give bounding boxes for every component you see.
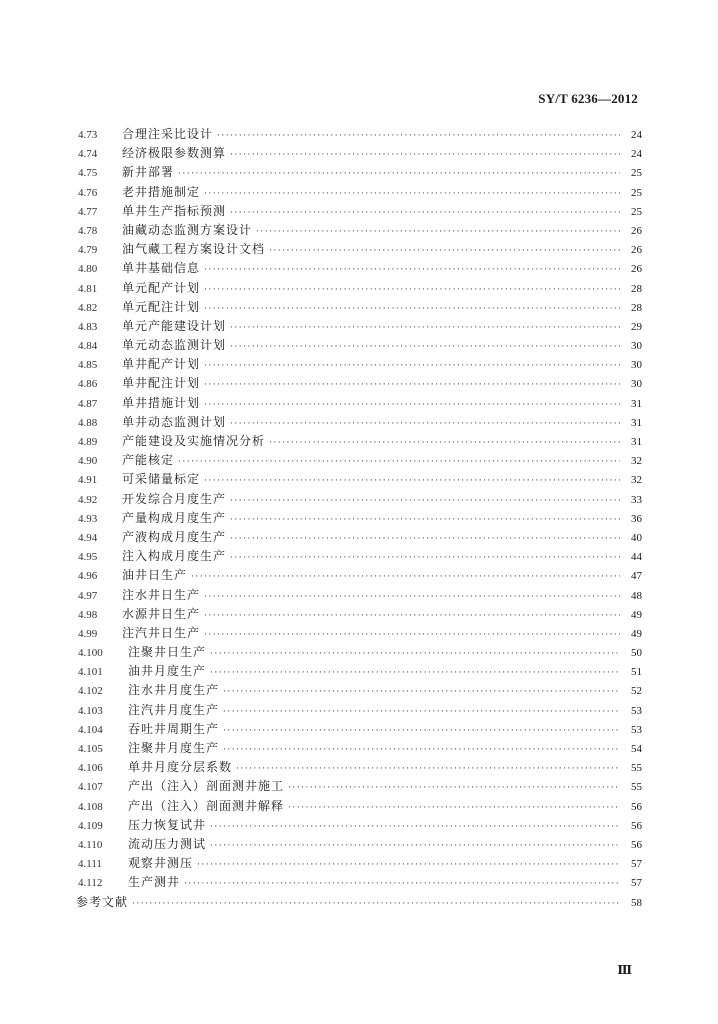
toc-entry-title: 单井配产计划 — [122, 357, 201, 372]
toc-entry-number: 4.77 — [78, 205, 98, 218]
dot-leader — [230, 530, 620, 549]
toc-entry-page: 49 — [631, 627, 642, 640]
toc-entry-number: 4.96 — [78, 570, 98, 583]
toc-entry-title: 压力恢复试井 — [128, 817, 207, 832]
toc-entry[interactable] — [78, 355, 642, 374]
toc-entry[interactable] — [78, 605, 642, 624]
toc-entry-page: 55 — [631, 762, 642, 775]
dot-leader — [269, 434, 620, 453]
toc-entry-title: 单井配注计划 — [122, 376, 201, 391]
toc-entry-title: 新井部署 — [122, 165, 175, 180]
dot-leader — [223, 741, 620, 760]
dot-leader — [178, 453, 620, 472]
toc-entry-title: 注水井月度生产 — [128, 683, 220, 698]
toc-entry-number: 4.103 — [78, 704, 103, 717]
toc-entry-title: 观察井测压 — [128, 856, 194, 871]
toc-entry-title: 产能建设及实施情况分析 — [122, 434, 266, 448]
toc-entry[interactable] — [78, 374, 642, 393]
toc-entry-title: 单井措施计划 — [122, 395, 201, 410]
toc-entry-page: 56 — [631, 800, 642, 813]
dot-leader — [178, 165, 620, 184]
toc-entry-page: 49 — [631, 608, 642, 621]
toc-entry-number: 4.97 — [78, 589, 98, 602]
toc-entry-title: 流动压力测试 — [128, 836, 207, 851]
toc-entry-number: 4.106 — [78, 762, 103, 775]
toc-entry-page: 51 — [631, 666, 642, 679]
toc-entry-number: 4.101 — [78, 666, 103, 679]
toc-entry-number: 4.100 — [78, 647, 103, 660]
dot-leader — [204, 185, 620, 204]
toc-entry[interactable] — [78, 394, 642, 413]
toc-entry-page: 44 — [631, 551, 642, 564]
toc-entry-page: 47 — [631, 570, 642, 583]
toc-entry-page: 25 — [631, 186, 642, 199]
toc-entry-page: 29 — [631, 320, 642, 333]
dot-leader — [204, 376, 620, 395]
toc-entry-page: 26 — [631, 244, 642, 257]
toc-entry[interactable] — [78, 662, 642, 681]
dot-leader — [210, 664, 620, 683]
toc-entry-number: 4.74 — [78, 148, 98, 161]
toc-entry-title: 产出（注入）剖面测井施工 — [128, 779, 285, 794]
dot-leader — [288, 779, 620, 798]
dot-leader — [191, 568, 620, 587]
toc-entry-number: 4.76 — [78, 186, 98, 199]
toc-entry[interactable] — [78, 317, 642, 336]
toc-entry-page: 57 — [631, 858, 642, 871]
toc-entry[interactable] — [78, 681, 642, 700]
dot-leader — [236, 760, 620, 779]
dot-leader — [204, 472, 620, 491]
dot-leader — [256, 223, 620, 242]
dot-leader — [204, 300, 620, 319]
toc-entry-page: 40 — [631, 531, 642, 544]
toc-entry-page: 32 — [631, 455, 642, 468]
toc-entry-page: 56 — [631, 819, 642, 832]
dot-leader — [230, 204, 620, 223]
toc-entry-number: 4.93 — [78, 512, 98, 525]
toc-entry-number: 4.102 — [78, 685, 103, 698]
toc-entry-title: 产能核定 — [122, 453, 175, 468]
toc-entry[interactable] — [78, 777, 642, 796]
toc-entry-page: 58 — [631, 896, 642, 909]
toc-entry-number: 4.91 — [78, 474, 98, 487]
toc-entry-number: 4.111 — [78, 858, 102, 871]
dot-leader — [204, 281, 620, 300]
toc-entry[interactable] — [78, 470, 642, 489]
toc-entry-page: 30 — [631, 378, 642, 391]
toc-entry-number: 4.79 — [78, 244, 98, 257]
dot-leader — [223, 703, 620, 722]
toc-entry-page: 31 — [631, 397, 642, 410]
toc-entry[interactable] — [78, 451, 642, 470]
dot-leader — [230, 319, 620, 338]
dot-leader — [223, 722, 620, 741]
dot-leader — [269, 242, 620, 261]
dot-leader — [230, 415, 620, 434]
toc-entry[interactable] — [78, 336, 642, 355]
dot-leader — [204, 261, 620, 280]
toc-entry[interactable] — [78, 144, 642, 163]
toc-entry[interactable] — [78, 202, 642, 221]
toc-entry-title: 油井日生产 — [122, 568, 188, 583]
toc-entry-title: 老井措施制定 — [122, 184, 201, 199]
toc-entry[interactable] — [78, 893, 642, 912]
toc-entry-title: 油井月度生产 — [128, 664, 207, 679]
toc-entry-page: 52 — [631, 685, 642, 698]
toc-entry-title: 生产测井 — [128, 875, 181, 890]
toc-entry-number: 4.98 — [78, 608, 98, 621]
toc-entry-number: 4.88 — [78, 416, 98, 429]
toc-entry[interactable] — [78, 797, 642, 816]
toc-entry-number: 4.105 — [78, 743, 103, 755]
toc-entry-page: 28 — [631, 301, 642, 314]
dot-leader — [230, 146, 620, 165]
toc-entry-page: 30 — [631, 340, 642, 353]
toc-entry-page: 56 — [631, 838, 642, 851]
toc-entry-page: 50 — [631, 647, 642, 660]
toc-entry[interactable] — [78, 835, 642, 854]
dot-leader — [204, 607, 620, 626]
toc-entry-title: 单元动态监测计划 — [122, 338, 227, 353]
toc-entry[interactable] — [78, 586, 642, 605]
toc-entry-number: 4.82 — [78, 301, 98, 314]
toc-entry-title: 注汽井日生产 — [122, 625, 201, 640]
page-number: Ⅲ — [617, 963, 632, 977]
toc-entry-title: 油藏动态监测方案设计 — [122, 222, 253, 237]
toc-entry[interactable] — [78, 854, 642, 873]
toc-entry-title: 单井生产指标预测 — [122, 203, 227, 218]
toc-entry[interactable] — [78, 221, 642, 240]
toc-entry-number: 4.99 — [78, 627, 98, 640]
toc-entry[interactable] — [78, 490, 642, 509]
toc-entry[interactable] — [78, 240, 642, 259]
toc-entry-number: 4.90 — [78, 455, 98, 468]
toc-entry-number: 4.104 — [78, 723, 103, 736]
dot-leader — [132, 895, 620, 914]
dot-leader — [197, 856, 620, 875]
toc-entry[interactable] — [78, 298, 642, 317]
toc-entry-number: 4.73 — [78, 129, 98, 141]
toc-entry-page: 33 — [631, 493, 642, 506]
dot-leader — [230, 511, 620, 530]
toc-entry-number: 4.112 — [78, 877, 103, 890]
toc-entry-title: 注入构成月度生产 — [122, 549, 227, 564]
toc-entry-page: 25 — [631, 167, 642, 180]
toc-entry-title: 单元产能建设计划 — [122, 318, 227, 333]
dot-leader — [204, 626, 620, 645]
toc-entry-title: 单井基础信息 — [122, 261, 201, 276]
toc-entry[interactable] — [78, 624, 642, 643]
toc-entry-title: 单井动态监测计划 — [122, 414, 227, 429]
toc-entry[interactable] — [78, 643, 642, 662]
dot-leader — [210, 818, 620, 837]
toc-entry-page: 24 — [631, 129, 642, 141]
toc-entry-title: 注聚井日生产 — [128, 645, 207, 660]
dot-leader — [230, 338, 620, 357]
toc-entry[interactable] — [78, 125, 642, 144]
toc-entry-title: 注水井日生产 — [122, 587, 201, 602]
toc-entry-title: 产液构成月度生产 — [122, 529, 227, 544]
toc-entry-number: 4.95 — [78, 551, 98, 564]
toc-entry[interactable] — [78, 432, 642, 451]
toc-entry-number: 4.83 — [78, 320, 98, 333]
toc-entry[interactable] — [78, 413, 642, 432]
toc-entry-page: 30 — [631, 359, 642, 372]
toc-entry-title: 单井月度分层系数 — [128, 760, 233, 775]
toc-entry-number: 4.75 — [78, 167, 98, 180]
toc-entry-number: 4.89 — [78, 436, 98, 448]
toc-entry-title: 参考文献 — [76, 894, 129, 909]
toc-entry-page: 31 — [631, 436, 642, 448]
toc-entry[interactable] — [78, 163, 642, 182]
toc-entry[interactable] — [78, 701, 642, 720]
toc-entry-title: 注汽井月度生产 — [128, 702, 220, 717]
dot-leader — [184, 875, 620, 894]
toc-entry-title: 经济极限参数测算 — [122, 146, 227, 161]
toc-entry-page: 55 — [631, 781, 642, 794]
toc-entry[interactable] — [78, 720, 642, 739]
table-of-contents — [78, 125, 642, 912]
toc-entry-title: 开发综合月度生产 — [122, 491, 227, 506]
toc-entry-title: 注聚井月度生产 — [128, 741, 220, 755]
dot-leader — [204, 588, 620, 607]
toc-entry-number: 4.109 — [78, 819, 103, 832]
toc-entry-page: 53 — [631, 723, 642, 736]
toc-entry-number: 4.87 — [78, 397, 98, 410]
toc-entry-page: 31 — [631, 416, 642, 429]
toc-entry[interactable] — [78, 566, 642, 585]
toc-entry[interactable] — [78, 528, 642, 547]
toc-entry-title: 水源井日生产 — [122, 606, 201, 621]
toc-entry-title: 产量构成月度生产 — [122, 510, 227, 525]
dot-leader — [288, 799, 620, 818]
toc-entry[interactable] — [78, 509, 642, 528]
toc-entry-number: 4.85 — [78, 359, 98, 372]
toc-entry-number: 4.84 — [78, 340, 98, 353]
toc-entry-page: 54 — [631, 743, 642, 755]
toc-entry-number: 4.108 — [78, 800, 103, 813]
toc-entry-number: 4.107 — [78, 781, 103, 794]
dot-leader — [230, 492, 620, 511]
toc-entry-title: 产出（注入）剖面测井解释 — [128, 798, 285, 813]
toc-entry-page: 25 — [631, 205, 642, 218]
toc-entry-number: 4.86 — [78, 378, 98, 391]
dot-leader — [223, 683, 620, 702]
toc-entry-title: 合理注采比设计 — [122, 127, 214, 141]
toc-entry[interactable] — [78, 873, 642, 892]
toc-entry-page: 26 — [631, 224, 642, 237]
toc-entry-number: 4.80 — [78, 263, 98, 276]
toc-entry-title: 可采储量标定 — [122, 472, 201, 487]
dot-leader — [210, 645, 620, 664]
toc-entry-page: 53 — [631, 704, 642, 717]
toc-entry-page: 24 — [631, 148, 642, 161]
toc-entry-page: 57 — [631, 877, 642, 890]
toc-entry-page: 36 — [631, 512, 642, 525]
dot-leader — [204, 396, 620, 415]
toc-entry[interactable] — [78, 547, 642, 566]
toc-entry-title: 单元配产计划 — [122, 280, 201, 295]
toc-entry[interactable] — [78, 758, 642, 777]
toc-entry-number: 4.92 — [78, 493, 98, 506]
toc-entry-title: 油气藏工程方案设计文档 — [122, 242, 266, 257]
toc-entry[interactable] — [78, 279, 642, 298]
toc-entry-page: 28 — [631, 282, 642, 295]
toc-entry-page: 26 — [631, 263, 642, 276]
toc-entry-number: 4.78 — [78, 224, 98, 237]
toc-entry[interactable] — [78, 259, 642, 278]
standard-code-header: SY/T 6236—2012 — [538, 91, 638, 106]
toc-entry[interactable] — [78, 183, 642, 202]
dot-leader — [230, 549, 620, 568]
toc-entry-number: 4.81 — [78, 282, 98, 295]
dot-leader — [217, 127, 620, 146]
toc-entry[interactable] — [78, 739, 642, 758]
toc-entry-page: 48 — [631, 589, 642, 602]
toc-entry-title: 单元配注计划 — [122, 299, 201, 314]
dot-leader — [204, 357, 620, 376]
toc-entry-page: 32 — [631, 474, 642, 487]
toc-entry-number: 4.94 — [78, 531, 98, 544]
dot-leader — [210, 837, 620, 856]
toc-entry-number: 4.110 — [78, 838, 103, 851]
toc-entry-title: 吞吐井周期生产 — [128, 721, 220, 736]
toc-entry[interactable] — [78, 816, 642, 835]
